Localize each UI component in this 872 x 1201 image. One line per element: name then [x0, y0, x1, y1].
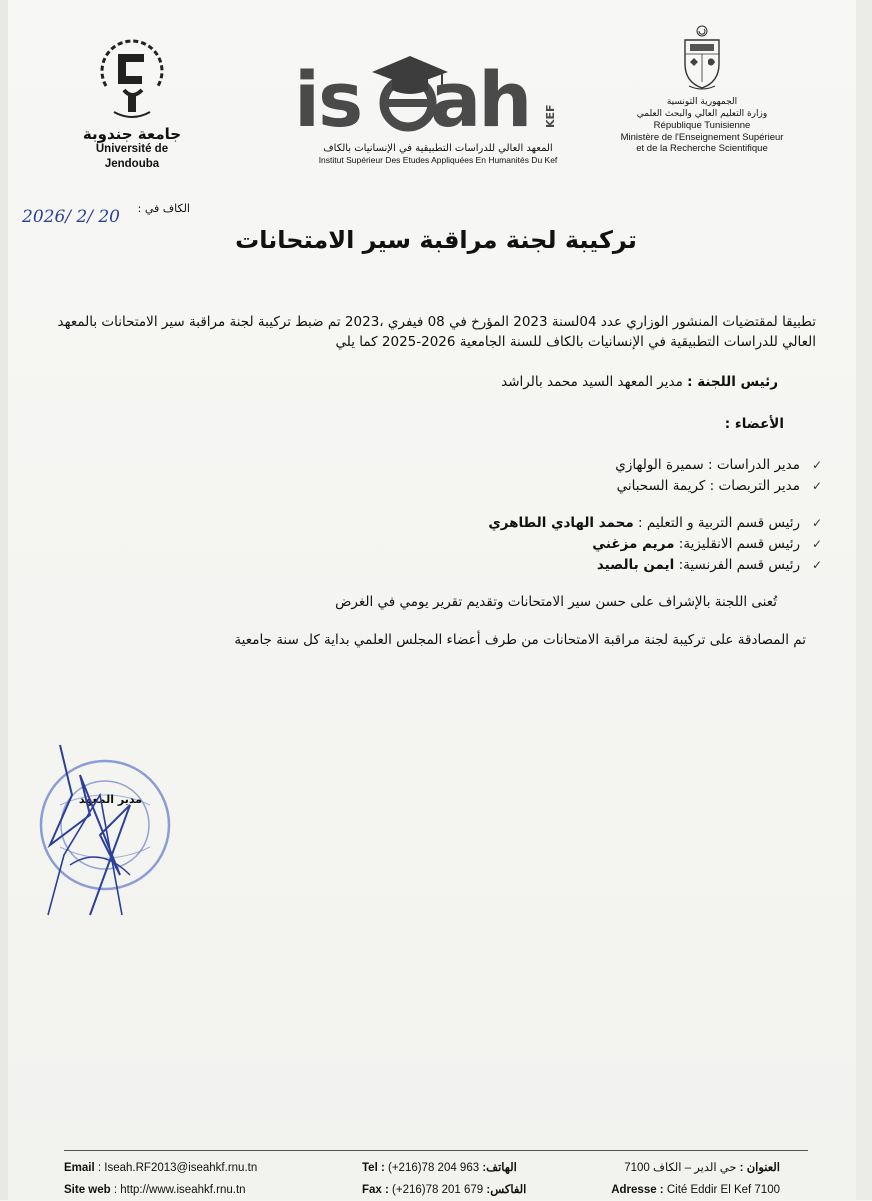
tunisia-french-line3: et de la Recherche Scientifique: [636, 143, 768, 154]
university-arabic-name: جامعة جندوبة: [82, 125, 182, 143]
signature-label: مدير المعهد: [78, 793, 142, 806]
member-role: رئيس قسم الانقليزية:: [678, 536, 800, 552]
tunisia-french-line1: République Tunisienne: [653, 120, 751, 131]
member-name: سميرة الولهازي: [615, 457, 704, 473]
intro-line-1: تطبيقا لمقتضيات المنشور الوزاري عدد 04لسنة 2023 المؤرخ في 08 فيفري ،2023 تم ضبط تركيبة لجنة مراقبة سير الامتحانات بالمعهد: [57, 314, 816, 330]
list-item: [615, 476, 822, 497]
member-name: ايمن بالصيد: [596, 557, 675, 573]
members-list-1: [615, 455, 822, 497]
footer-address: [592, 1157, 780, 1201]
list-item: [615, 455, 822, 476]
check-icon: ✓: [811, 537, 822, 551]
site-value[interactable]: : http://www.iseahkf.rnu.tn: [113, 1184, 246, 1196]
footer-contact-web: [64, 1157, 257, 1201]
tunisia-header: [602, 22, 802, 155]
member-role: رئيس قسم التربية و التعليم :: [638, 515, 800, 531]
address-fr-value: Cité Eddir El Kef 7100: [666, 1184, 780, 1196]
svg-text:ah: ah: [430, 55, 530, 144]
intro-line-2: العالي للدراسات التطبيقية في الإنسانيات بالكاف للسنة الجامعية 2026-2025 كما يلي: [335, 334, 816, 350]
list-item: [488, 555, 822, 576]
iseah-logo-kef: KEF: [544, 104, 557, 128]
member-name: مريم مزغني: [592, 536, 675, 552]
tunisia-arabic-line1: الجمهورية التونسية: [666, 97, 738, 107]
members-list-2: [488, 513, 822, 576]
member-role: مدير الدراسات :: [707, 457, 800, 473]
scan-edge-left: [0, 0, 8, 1200]
tunisia-french-line2: Ministère de l'Enseignement Supérieur: [620, 131, 784, 143]
university-header: [68, 24, 196, 172]
check-icon: ✓: [811, 516, 822, 530]
tunisia-arabic-line2: وزارة التعليم العالي والبحث العلمي: [636, 109, 768, 119]
president-label: رئيس اللجنة :: [687, 374, 778, 390]
members-heading: الأعضاء :: [724, 416, 784, 432]
footer-divider: [64, 1150, 808, 1151]
address-ar-label: العنوان :: [739, 1162, 780, 1174]
director-stamp-signature: [30, 735, 180, 925]
fax-arabic-label: :الفاكس: [486, 1184, 527, 1196]
tel-value: (+216)78 204 963: [388, 1162, 480, 1174]
iseah-arabic-name: المعهد العالي للدراسات التطبيقية في الإنسانيات بالكاف: [323, 143, 553, 154]
check-icon: ✓: [811, 479, 822, 493]
document-title: تركيبة لجنة مراقبة سير الامتحانات: [235, 226, 637, 254]
tunisia-coat-of-arms-icon: [677, 22, 727, 92]
iseah-french-name: Institut Supérieur Des Etudes Appliquées En Humanités Du Kef: [318, 155, 558, 165]
check-icon: ✓: [811, 558, 822, 572]
site-label: Site web: [64, 1184, 111, 1196]
check-icon: ✓: [811, 458, 822, 472]
university-jendouba-logo-icon: [84, 24, 180, 128]
scan-edge-right: [856, 0, 872, 1200]
member-role: مدير التربصات :: [709, 478, 800, 494]
intro-paragraph: [46, 312, 816, 352]
email-label: Email: [64, 1162, 95, 1174]
member-name: محمد الهادي الطاهري: [488, 515, 634, 531]
committee-mission: تُعنى اللجنة بالإشراف على حسن سير الامتحانات وتقديم تقرير يومي في الغرض: [335, 594, 777, 610]
address-fr-label: Adresse :: [611, 1184, 664, 1196]
fax-value: (+216)78 201 679: [392, 1184, 484, 1196]
svg-text:is: is: [294, 55, 362, 144]
approval-statement: تم المصادقة على تركيبة لجنة مراقبة الامتحانات من طرف أعضاء المجلس العلمي بداية كل سنة جامعية: [234, 632, 806, 648]
handwritten-date-text: 2026/ 2/ 20: [22, 207, 120, 227]
footer-contact-phone: [362, 1157, 526, 1201]
committee-president: [501, 372, 778, 392]
date-label: الكاف في :: [137, 202, 190, 215]
fax-label: Fax :: [362, 1184, 389, 1196]
tel-label: Tel :: [362, 1162, 385, 1174]
iseah-logo-icon: [292, 46, 572, 146]
list-item: [488, 534, 822, 555]
member-name: كريمة السحباني: [616, 478, 706, 494]
tel-arabic-label: :الهاتف: [482, 1162, 517, 1174]
email-value[interactable]: : Iseah.RF2013@iseahkf.rnu.tn: [97, 1162, 258, 1174]
iseah-header: [292, 46, 584, 166]
university-french-name: Université de Jendouba: [95, 143, 169, 170]
list-item: [488, 513, 822, 534]
member-role: رئيس قسم الفرنسية:: [678, 557, 800, 573]
address-ar-value: حي الدير – الكاف 7100: [624, 1162, 737, 1174]
president-value: مدير المعهد السيد محمد بالراشد: [501, 374, 683, 390]
